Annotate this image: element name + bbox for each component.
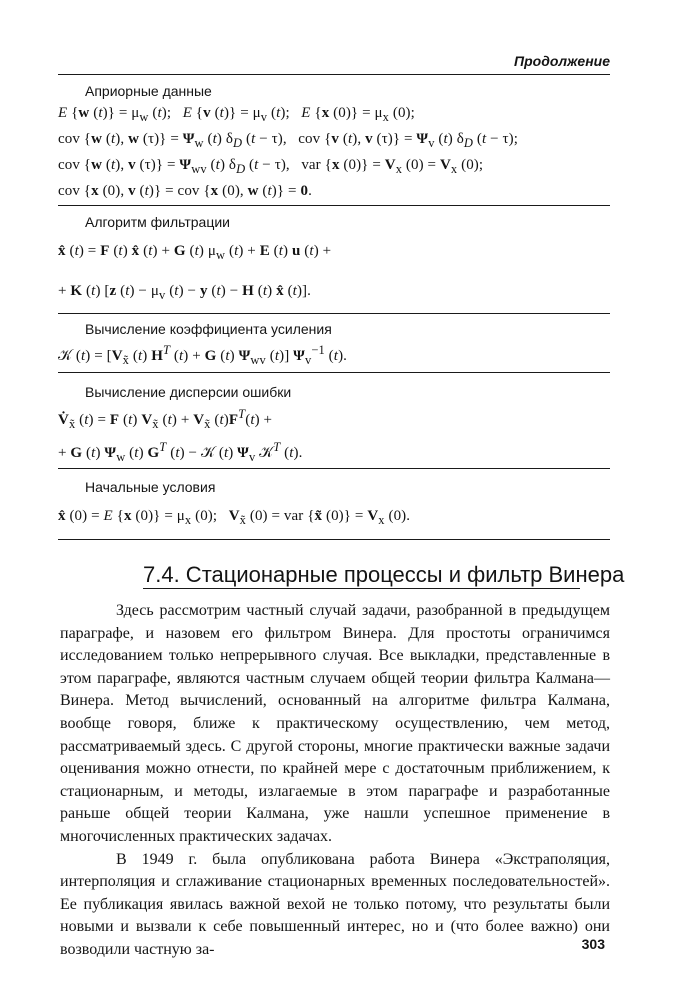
filter-eq-2: + K (t) [z $(t) - \mu_v$ (t) − y (t) − H (t) x̂ (t)].	[58, 283, 311, 302]
paragraph-2: В 1949 г. была опубликована работа Винера «Экстраполяция, интерполяция и сглаживание стационарных временных последовательностей». Ее публикация явилась важной вехой не только потому, что результаты были новыми и вызвали к себе повышенный интерес, но и (что более важно) они возводили частную за-	[60, 850, 610, 958]
section-title: 7.4. Стационарные процессы и фильтр Винера	[143, 562, 625, 587]
rule-2	[58, 313, 610, 314]
variance-eq-1: $V̇_{x̃}$ (t) = F (t) $V_{x̃}$ $(t) + V_{x̃}$ $(t)F^T(t)$ +	[58, 407, 273, 431]
table-top-rule	[58, 74, 610, 75]
rule-1	[58, 205, 610, 206]
section-body	[60, 600, 610, 962]
filter-eq-1: x̂ (t) = F (t) x̂ (t) + G (t) $\mu_w$ (t) + E (t) u (t) +	[58, 243, 332, 262]
paragraph-1: Здесь рассмотрим частный случай задачи, разобранной в предыдущем параграфе, и назовем его фильтром Винера. Для простоты ограничимся исследованием только непрерывного случая. Все выкладки, представленные в этом параграфе, являются частным случаем общей теории фильтра Калмана—Винера. Метод вычислений, основанный на алгоритме фильтра Калмана, вообще говоря, ближе к практическому осуществлению, чем метод, рассматриваемый здесь. С другой стороны, многие практически важные задачи оценивания можно отнести, по крайней мере с достаточным приближением, к стационарным, и методы, излагаемые в этом параграфе и разработанные раньше общей теории Калмана, уже нашли успешное применение в многочисленных практических задачах.	[60, 602, 610, 845]
prior-eq-3: cov {w (t), v $(\tau)\} = \Psi_{wv}$ (t) $\delta_D$ (t − τ), var {x $(0)\} = V_x$ $(0) = V_x$ (0);	[58, 157, 484, 176]
prior-eq-1: E {w $(t)\} = \mu_w$ (t); E {v $(t)\} = \mu_v$ (t); E {x $(0)\} = \mu_x$ (0);	[58, 105, 415, 124]
rule-4	[58, 468, 610, 469]
rule-3	[58, 372, 610, 373]
gain-eq: 𝒦 $(t) = [V_{x̃}$ (t) $H^T$ (t) + G (t) $\Psi_{wv}$ (t)] $\Psi_v^{-1}$ (t).	[58, 343, 348, 367]
prior-data-title: Априорные данные	[85, 83, 212, 99]
prior-eq-4: cov {x (0), v (t)} = cov {x (0), w (t)} = 0.	[58, 183, 312, 199]
gain-title: Вычисление коэффициента усиления	[85, 321, 332, 337]
variance-title: Вычисление дисперсии ошибки	[85, 384, 292, 400]
initial-conditions-title: Начальные условия	[85, 479, 216, 495]
page-number: 303	[581, 936, 605, 952]
initial-eq: x̂ (0) = E {x $(0)\} = \mu_x$ (0); $V_{x̃}$ (0) = var {x̃ $(0)\} = V_x$ (0).	[58, 508, 411, 527]
continuation-label: Продолжение	[514, 53, 610, 69]
variance-eq-2: + G (t) $\Psi_w$ (t) $G^T$ (t) − 𝒦 (t) $\Psi_v$ 𝒦$^T$ (t).	[58, 440, 303, 464]
table-bottom-rule	[58, 539, 610, 540]
prior-eq-2: cov {w (t), w $(\tau)\} = \Psi_w$ (t) $\delta_D$ (t − τ), cov {v (t), v $(\tau)\} = \Psi_v$ (t) $\delta_D$ (t − τ);	[58, 131, 519, 150]
filter-algorithm-title: Алгоритм фильтрации	[85, 214, 230, 230]
section-title-rule	[143, 588, 580, 589]
